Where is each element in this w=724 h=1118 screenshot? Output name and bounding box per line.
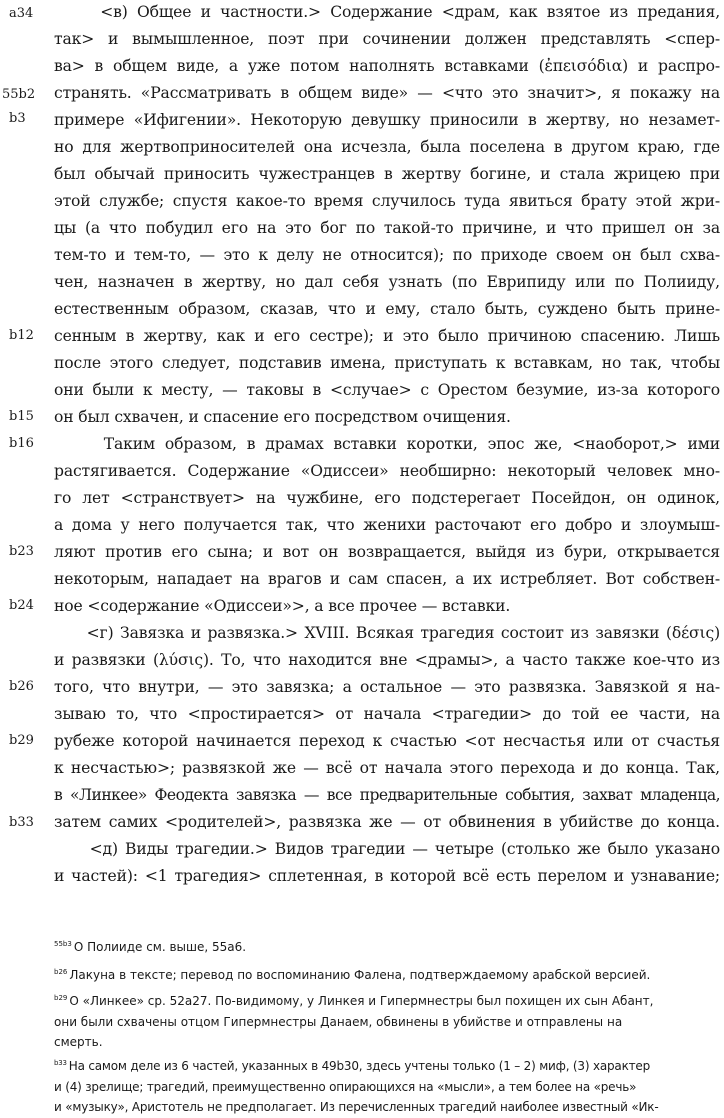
footnote-ref: b26 bbox=[54, 968, 68, 976]
text-line: но для жертвоприносителей она исчезла, была поселена в другом краю, где bbox=[54, 138, 720, 156]
margin-ref: b15 bbox=[9, 409, 34, 424]
margin-ref: b16 bbox=[9, 436, 34, 451]
text-line: Таким образом, в драмах вставки коротки, эпос же, <наоборот,> ими bbox=[54, 435, 720, 453]
text-line: го лет <странствует> на чужбине, его подстерегает Посейдон, он одинок, bbox=[54, 489, 720, 507]
text-line: был обычай приносить чужестранцев в жертву богине, и стала жрицею при bbox=[54, 165, 720, 183]
text-line: они были к месту, — таковы в <случае> с Орестом безумие, из-за которого bbox=[54, 381, 720, 399]
footnote-line bbox=[54, 988, 720, 1012]
footnote-text: Лакуна в тексте; перевод по воспоминанию Фалена, подтверждаемому арабской версией. bbox=[69, 968, 651, 982]
footnote bbox=[54, 988, 720, 1053]
text-line: в «Линкее» Феодекта завязка — все предварительные события, захват младенца, bbox=[54, 786, 720, 804]
text-line: того, что внутри, — это завязка; а остальное — это развязка. Завязкой я на- bbox=[54, 678, 720, 696]
footnote bbox=[54, 962, 720, 986]
text-line: сенным в жертву, как и его сестре); и это было причиною спасению. Лишь bbox=[54, 327, 720, 345]
text-line: ное <содержание «Одиссеи»>, а все прочее — вставки. bbox=[54, 597, 511, 615]
footnote-text: О «Линкее» ср. 52а27. По-видимому, у Линкея и Гипермнестры был похищен их сын Абант, bbox=[69, 994, 654, 1008]
margin-ref: b23 bbox=[9, 544, 34, 559]
text-line: естественным образом, сказав, что и ему, стало быть, суждено быть прине- bbox=[54, 300, 720, 318]
footnote-line: они были схвачены отцом Гипермнестры Данаем, обвинены в убийстве и отправлены на bbox=[54, 1014, 623, 1029]
text-line: и развязки (λύσις). То, что находится вне <драмы>, а часто также кое-что из bbox=[54, 651, 720, 669]
footnote-line: смерть. bbox=[54, 1035, 103, 1049]
margin-ref: a34 bbox=[9, 6, 34, 21]
margin-ref: b12 bbox=[9, 328, 34, 343]
text-line: чен, назначен в жертву, но дал себя узнать (по Еврипиду или по Полииду, bbox=[54, 273, 720, 291]
text-line: примере «Ифигении». Некоторую девушку приносили в жертву, но незамет- bbox=[54, 111, 720, 129]
text-line: и частей): <1 трагедия> сплетенная, в которой всё есть перелом и узнавание; bbox=[54, 867, 720, 885]
text-line: тем-то и тем-то, — это к делу не относится); по приходе своем он был схва- bbox=[54, 246, 720, 264]
text-line: некоторым, нападает на врагов и сам спасен, а их истребляет. Вот собствен- bbox=[54, 570, 720, 588]
footnote-line: и «музыку», Аристотель не предполагает. Из перечисленных трагедий наиболее известный «Ик- bbox=[54, 1100, 659, 1114]
text-line: так> и вымышленное, поэт при сочинении должен представлять <спер- bbox=[54, 30, 720, 48]
text-line: ляют против его сына; и вот он возвращается, выйдя из бури, открывается bbox=[54, 543, 720, 561]
footnote-ref: b33 bbox=[54, 1059, 67, 1067]
text-line: к несчастью>; развязкой же — всё от начала этого перехода и до конца. Так, bbox=[54, 759, 720, 777]
margin-ref: b33 bbox=[9, 815, 34, 830]
text-line: этой службе; спустя какое-то время случилось туда явиться брату этой жри- bbox=[54, 192, 720, 210]
text-line: рубеже которой начинается переход к счастью <от несчастья или от счастья bbox=[54, 732, 720, 750]
text-line: он был схвачен, и спасение его посредством очищения. bbox=[54, 408, 511, 426]
footnote-ref: b29 bbox=[54, 994, 68, 1002]
footnote-text: На самом деле из 6 частей, указанных в 49b30, здесь учтены только (1 – 2) миф, (3) характер bbox=[68, 1059, 651, 1073]
margin-ref: b24 bbox=[9, 598, 34, 613]
footnote bbox=[54, 934, 720, 958]
margin-ref: 55b2 bbox=[2, 87, 36, 102]
text-line: <д) Виды трагедии.> Видов трагедии — четыре (столько же было указано bbox=[54, 840, 720, 858]
footnote-text: О Полииде см. выше, 55а6. bbox=[73, 940, 247, 954]
text-line: зываю то, что <простирается> от начала <трагедии> до той ее части, на bbox=[54, 705, 720, 723]
margin-ref: b29 bbox=[9, 733, 34, 748]
footnote-line: и (4) зрелище; трагедий, преимущественно опирающихся на «мысли», а тем более на «речь» bbox=[54, 1079, 637, 1094]
footnote bbox=[54, 1053, 720, 1118]
text-line: а дома у него получается так, что женихи расточают его добро и злоумыш- bbox=[54, 516, 720, 534]
margin-ref: b3 bbox=[9, 111, 26, 126]
text-line: <в) Общее и частности.> Содержание <драм, как взятое из предания, bbox=[54, 3, 720, 21]
margin-ref: b26 bbox=[9, 679, 34, 694]
text-line: странять. «Рассматривать в общем виде» — <что это значит>, я покажу на bbox=[54, 84, 720, 102]
text-line: ва> в общем виде, а уже потом наполнять вставками (ἐπεισόδια) и распро- bbox=[54, 57, 720, 75]
text-line: растягивается. Содержание «Одиссеи» необширно: некоторый человек мно- bbox=[54, 462, 720, 480]
footnote-ref: 55b3 bbox=[54, 940, 72, 948]
text-line: <г) Завязка и развязка.> XVIII. Всякая трагедия состоит из завязки (δέσις) bbox=[54, 624, 720, 642]
footnote-line bbox=[54, 1053, 720, 1077]
text-line: затем самих <родителей>, развязка же — от обвинения в убийстве до конца. bbox=[54, 813, 720, 831]
text-line: после этого следует, подставив имена, приступать к вставкам, но так, чтобы bbox=[54, 354, 720, 372]
text-line: цы (а что побудил его на это бог по такой-то причине, и что пришел он за bbox=[54, 219, 720, 237]
